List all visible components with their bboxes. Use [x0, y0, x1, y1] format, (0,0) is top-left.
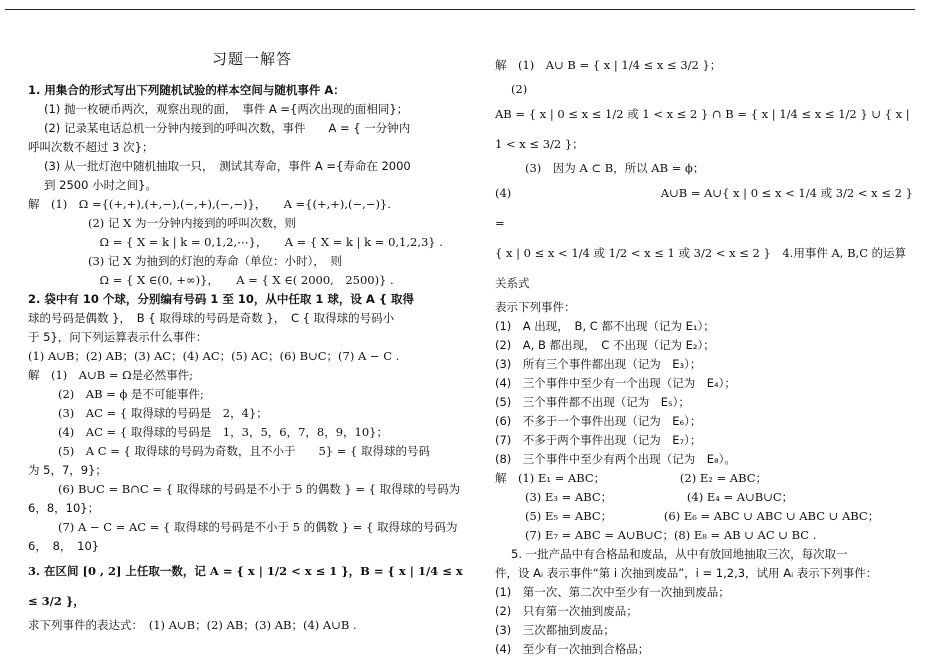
- left-line: (4) AC = { 取得球的号码是 1，3，5，6，7，8，9，10}；: [58, 425, 388, 439]
- left-line: 1. 用集合的形式写出下列随机试验的样本空间与随机事件 A：: [28, 83, 345, 97]
- left-line: 3. 在区间 [0 , 2] 上任取一数，记 A = { x | 1/2 < x ≤ 1 }，B = { x | 1/4 ≤ x ≤ 3/2 }，: [28, 564, 463, 608]
- right-line: (6) 不多于一个事件出现（记为 E₆）；: [495, 414, 702, 428]
- left-line: Ω = { X ∈(0, +∞)}， A = { X ∈( 2000, 2500)} .: [88, 273, 394, 287]
- right-line: (4) A∪B = A∪{ x | 0 ≤ x < 1/4 或 3/2 < x ≤ 2 } =: [495, 186, 913, 230]
- right-line: AB = { x | 0 ≤ x ≤ 1/2 或 1 < x ≤ 2 } ∩ B = { x | 1/4 ≤ x ≤ 1/2 } ∪ { x | 1 < x ≤ 3/2 }；: [495, 107, 910, 151]
- left-line: (1) 抛一枚硬币两次，观察出现的面， 事件 A ={两次出现的面相同}；: [44, 102, 409, 116]
- left-line: 呼叫次数不超过 3 次}；: [28, 140, 154, 154]
- left-line: (5) A C = { 取得球的号码为奇数，且不小于 5} = { 取得球的号码: [58, 444, 431, 458]
- left-line: 2. 袋中有 10 个球，分别编有号码 1 至 10，从中任取 1 球，设 A { 取得: [28, 292, 415, 306]
- right-line: (7) 不多于两个事件出现（记为 E₇）；: [495, 433, 702, 447]
- right-line: (3) E₃ = ABC； (4) E₄ = A∪B∪C；: [525, 490, 794, 504]
- right-line: 解 (1) A∪ B = { x | 1/4 ≤ x ≤ 3/2 }；: [495, 58, 722, 72]
- left-line: 解 (1) Ω ={(+,+),(+,−),(−,+),(−,−)}， A ={(+,+),(−,−)}.: [28, 197, 391, 211]
- right-line: (2): [511, 82, 528, 96]
- left-line: 求下列事件的表达式： (1) A∪B；(2) AB；(3) AB；(4) A∪B .: [28, 618, 357, 632]
- top-rule: [5, 9, 915, 10]
- left-line: (6) B∪C = B∩C = { 取得球的号码是不小于 5 的偶数 } = { 取得球的号码为: [58, 482, 461, 496]
- left-line: (2) 记录某电话总机一分钟内接到的呼叫次数，事件 A = { 一分钟内: [44, 121, 411, 135]
- right-line: (1) 第一次、第二次中至少有一次抽到废品；: [495, 585, 730, 599]
- left-line: Ω = { X = k | k = 0,1,2,⋯}， A = { X = k | k = 0,1,2,3} .: [88, 235, 443, 249]
- left-line: 为 5，7，9}；: [28, 463, 107, 477]
- right-line: 件，设 Aᵢ 表示事件“第 i 次抽到废品”，i = 1,2,3，试用 Aᵢ 表示下列事件：: [495, 566, 878, 580]
- right-line: (2) 只有第一次抽到废品；: [495, 604, 638, 618]
- left-line: 解 (1) A∪B = Ω是必然事件;: [28, 368, 194, 382]
- left-line: 到 2500 小时之间}。: [44, 178, 157, 192]
- right-line: (5) 三个事件都不出现（记为 E₅）；: [495, 395, 690, 409]
- right-line: (5) E₅ = ABC； (6) E₆ = ABC ∪ ABC ∪ ABC ∪ ABC；: [525, 509, 880, 523]
- right-line: 5. 一批产品中有合格品和废品，从中有放回地抽取三次，每次取一: [511, 547, 848, 561]
- left-line: (2) 记 X 为一分钟内接到的呼叫次数，则: [88, 216, 296, 230]
- right-line: (3) 因为 A ⊂ B，所以 AB = ϕ；: [525, 161, 705, 175]
- left-lines: [28, 81, 476, 635]
- left-line: (7) A − C = AC = { 取得球的号码是不小于 5 的偶数 } = { 取得球的号码为: [58, 520, 458, 534]
- left-line: 球的号码是偶数 }， B { 取得球的号码是奇数 }， C { 取得球的号码小: [28, 311, 395, 325]
- right-line: (3) 所有三个事件都出现（记为 E₃）；: [495, 357, 702, 371]
- right-line: (4) 三个事件中至少有一个出现（记为 E₄）；: [495, 376, 736, 390]
- right-line: (2) A, B 都出现， C 不出现（记为 E₂）；: [495, 338, 715, 352]
- left-column: [28, 38, 476, 635]
- left-line: (1) A∪B；(2) AB；(3) AC；(4) AC；(5) AC；(6) B∪C；(7) A − C .: [28, 349, 400, 363]
- left-line: (3) 记 X 为抽到的灯泡的寿命（单位：小时）， 则: [88, 254, 342, 268]
- left-line: 6， 8， 10}: [28, 539, 100, 553]
- right-line: (3) 三次都抽到废品；: [495, 623, 615, 637]
- right-lines: [495, 50, 915, 659]
- right-line: 解 (1) E₁ = ABC； (2) E₂ = ABC；: [495, 471, 768, 485]
- right-line: (7) E₇ = ABC = A∪B∪C；(8) E₈ = AB ∪ AC ∪ BC .: [525, 528, 817, 542]
- right-column: [495, 50, 915, 659]
- right-line: (1) A 出现， B, C 都不出现（记为 E₁）；: [495, 319, 715, 333]
- right-line: 表示下列事件：: [495, 300, 576, 314]
- right-line: { x | 0 ≤ x < 1/4 或 1/2 < x ≤ 1 或 3/2 < x ≤ 2 } 4.用事件 A, B,C 的运算关系式: [495, 246, 907, 290]
- left-line: (3) 从一批灯泡中随机抽取一只， 测试其寿命，事件 A ={寿命在 2000: [44, 159, 411, 173]
- left-line: 6，8，10}；: [28, 501, 100, 515]
- page-title: 习题一解答: [211, 50, 292, 68]
- left-line: 于 5}，问下列运算表示什么事件：: [28, 330, 208, 344]
- right-line: (8) 三个事件中至少有两个出现（记为 E₈）。: [495, 452, 736, 466]
- left-line: (3) AC = { 取得球的号码是 2，4}；: [58, 406, 268, 420]
- left-line: (2) AB = ϕ 是不可能事件;: [58, 387, 204, 401]
- right-line: (4) 至少有一次抽到合格品；: [495, 642, 650, 656]
